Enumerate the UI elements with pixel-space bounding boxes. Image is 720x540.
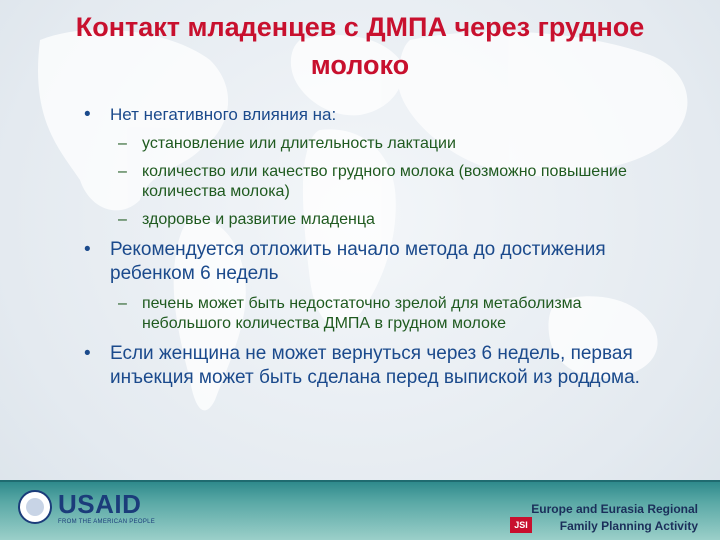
sub-text: количество или качество грудного молока (возможно повышение количества молока): [142, 163, 627, 200]
bullet-marker: •: [84, 104, 91, 125]
usaid-logo: USAID: [58, 489, 142, 519]
bullet-marker: •: [84, 239, 91, 260]
program-name-line1: Europe and Eurasia Regional: [531, 502, 698, 516]
dash-marker: –: [118, 163, 127, 180]
usaid-tagline: FROM THE AMERICAN PEOPLE: [58, 519, 156, 525]
sub-item: [118, 162, 644, 202]
sub-item: [118, 134, 644, 154]
bullet-marker: •: [84, 343, 91, 364]
bullet-text: Если женщина не может вернуться через 6 недель, первая инъекция может быть сделана перед выпиской из роддома.: [110, 343, 640, 388]
dash-marker: –: [118, 211, 127, 228]
bullet-item-2: [84, 238, 644, 286]
usaid-seal-icon: [18, 490, 52, 524]
bullet-item-1: [84, 104, 644, 126]
bullet-list: [84, 104, 644, 398]
sub-text: установление или длительность лактации: [142, 135, 456, 152]
slide-title: Контакт младенцев с ДМПА через грудное молоко: [75, 12, 645, 80]
sub-item: [118, 294, 644, 334]
program-name-line2: Family Planning Activity: [559, 519, 698, 533]
bullet-item-3: [84, 342, 644, 390]
sub-item: [118, 210, 644, 230]
bullet-text: Рекомендуется отложить начало метода до достижения ребенком 6 недель: [110, 239, 606, 284]
bullet-text: Нет негативного влияния на:: [110, 105, 337, 124]
dash-marker: –: [118, 295, 127, 312]
seal-center: [26, 498, 44, 516]
sub-text: здоровье и развитие младенца: [142, 211, 375, 228]
jsi-logo-icon: JSI: [510, 517, 532, 533]
sub-text: печень может быть недостаточно зрелой для метаболизма небольшого количества ДМПА в грудном молоке: [142, 295, 582, 332]
dash-marker: –: [118, 135, 127, 152]
